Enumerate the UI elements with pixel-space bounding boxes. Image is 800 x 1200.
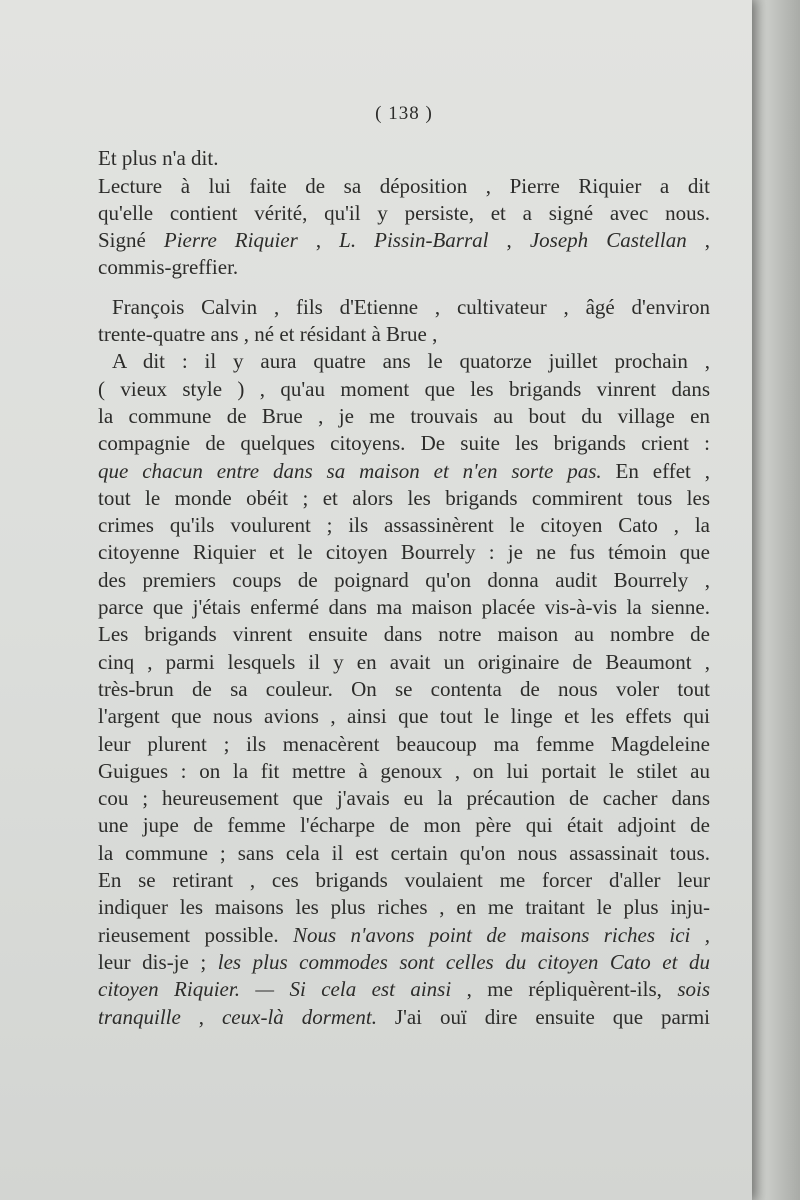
text-span: parce que j'étais enfermé dans ma maison placée vis-à-vis la sienne. (98, 595, 710, 620)
text-line (98, 1004, 710, 1031)
italic-text: L. Pissin-Barral (339, 228, 489, 253)
text-line (98, 227, 710, 254)
text-span: la commune de Brue , je me trouvais au bout du village en (98, 403, 710, 428)
text-span: En effet , (601, 458, 710, 483)
text-line (98, 145, 710, 172)
page-text (98, 100, 710, 1031)
text-line (98, 676, 710, 703)
text-line (98, 703, 710, 730)
text-span: Lecture à lui faite de sa déposition , Pierre Riquier a dit (98, 173, 710, 198)
text-line (98, 567, 710, 594)
text-span: A dit : il y aura quatre ans le quatorze juillet prochain , (112, 349, 710, 374)
italic-text: les plus commodes sont celles du citoyen Cato et du (217, 949, 710, 974)
underlying-page-edge (752, 0, 800, 1200)
text-line (98, 812, 710, 839)
text-line (98, 254, 710, 281)
italic-text: Joseph Castellan (529, 228, 687, 253)
text-line (98, 458, 710, 485)
text-span: la commune ; sans cela il est certain qu'on nous assassinait tous. (98, 840, 710, 865)
italic-text: ceux-là dorment. (221, 1004, 377, 1029)
italic-text: que chacun entre dans sa maison et n'en sorte pas. (98, 458, 602, 483)
text-line (98, 922, 710, 949)
italic-text: tranquille (98, 1004, 181, 1029)
text-line (98, 594, 710, 621)
text-line (98, 430, 710, 457)
text-span: ( vieux style ) , qu'au moment que les brigands vinrent dans (98, 376, 710, 401)
text-line (98, 403, 710, 430)
text-span: trente-quatre ans , né et résidant à Brue , (98, 322, 438, 347)
text-span: cou ; heureusement que j'avais eu la précaution de cacher dans (98, 786, 710, 811)
text-span: une jupe de femme l'écharpe de mon père qui était adjoint de (98, 813, 710, 838)
text-line (98, 867, 710, 894)
text-span: , (297, 228, 340, 253)
text-line (98, 512, 710, 539)
text-lines (98, 145, 710, 1031)
text-line (98, 348, 710, 375)
text-line (98, 294, 710, 321)
paragraph-gap (98, 282, 710, 294)
text-span: Guigues : on la fit mettre à genoux , on lui portait le stilet au (98, 758, 710, 783)
text-span: qu'elle contient vérité, qu'il y persiste, et a signé avec nous. (98, 200, 710, 225)
text-span: commis-greffier. (98, 255, 239, 280)
text-span: En se retirant , ces brigands voulaient me forcer d'aller leur (98, 868, 710, 893)
text-span: Et plus n'a dit. (98, 146, 219, 171)
text-span: , (488, 228, 530, 253)
text-span: , me répliquèrent-ils, (451, 977, 678, 1002)
text-span: leur dis-je ; (98, 949, 218, 974)
text-line (98, 485, 710, 512)
text-span: cinq , parmi lesquels il y en avait un originaire de Beaumont , (98, 649, 710, 674)
italic-text: Nous n'avons point de maisons riches ici , (292, 922, 710, 947)
page-number: ( 138 ) (375, 103, 433, 124)
text-line (98, 840, 710, 867)
text-line (98, 976, 710, 1003)
text-line (98, 649, 710, 676)
text-line (98, 758, 710, 785)
text-span: , (180, 1004, 222, 1029)
text-span: Les brigands vinrent ensuite dans notre maison au nombre de (98, 622, 710, 647)
text-span: , (686, 228, 711, 253)
text-span: tout le monde obéit ; et alors les brigands commirent tous les (98, 485, 710, 510)
italic-text: sois (677, 977, 710, 1002)
text-line (98, 200, 710, 227)
text-line (98, 894, 710, 921)
text-span: leur plurent ; ils menacèrent beaucoup ma femme Magdeleine (98, 731, 710, 756)
text-line (98, 539, 710, 566)
italic-text: Pierre Riquier (163, 228, 298, 253)
text-span: compagnie de quelques citoyens. De suite les brigands crient : (98, 431, 710, 456)
text-line (98, 621, 710, 648)
text-span: Signé (98, 228, 164, 253)
text-line (98, 785, 710, 812)
text-line (98, 376, 710, 403)
text-line (98, 321, 710, 348)
text-span: François Calvin , fils d'Etienne , cultivateur , âgé d'environ (112, 294, 710, 319)
italic-text: citoyen Riquier. — Si cela est ainsi (98, 977, 452, 1002)
text-line (98, 173, 710, 200)
text-span: indiquer les maisons les plus riches , en me traitant le plus inju- (98, 895, 710, 920)
text-span: J'ai ouï dire ensuite que parmi (376, 1004, 710, 1029)
text-line (98, 731, 710, 758)
text-span: rieusement possible. (98, 922, 293, 947)
text-span: des premiers coups de poignard qu'on donna audit Bourrely , (98, 567, 710, 592)
text-span: crimes qu'ils voulurent ; ils assassinèrent le citoyen Cato , la (98, 513, 710, 538)
text-span: l'argent que nous avions , ainsi que tout le linge et les effets qui (98, 704, 710, 729)
text-line (98, 949, 710, 976)
text-span: très-brun de sa couleur. On se contenta de nous voler tout (98, 676, 710, 701)
text-span: citoyenne Riquier et le citoyen Bourrely : je ne fus témoin que (98, 540, 710, 565)
